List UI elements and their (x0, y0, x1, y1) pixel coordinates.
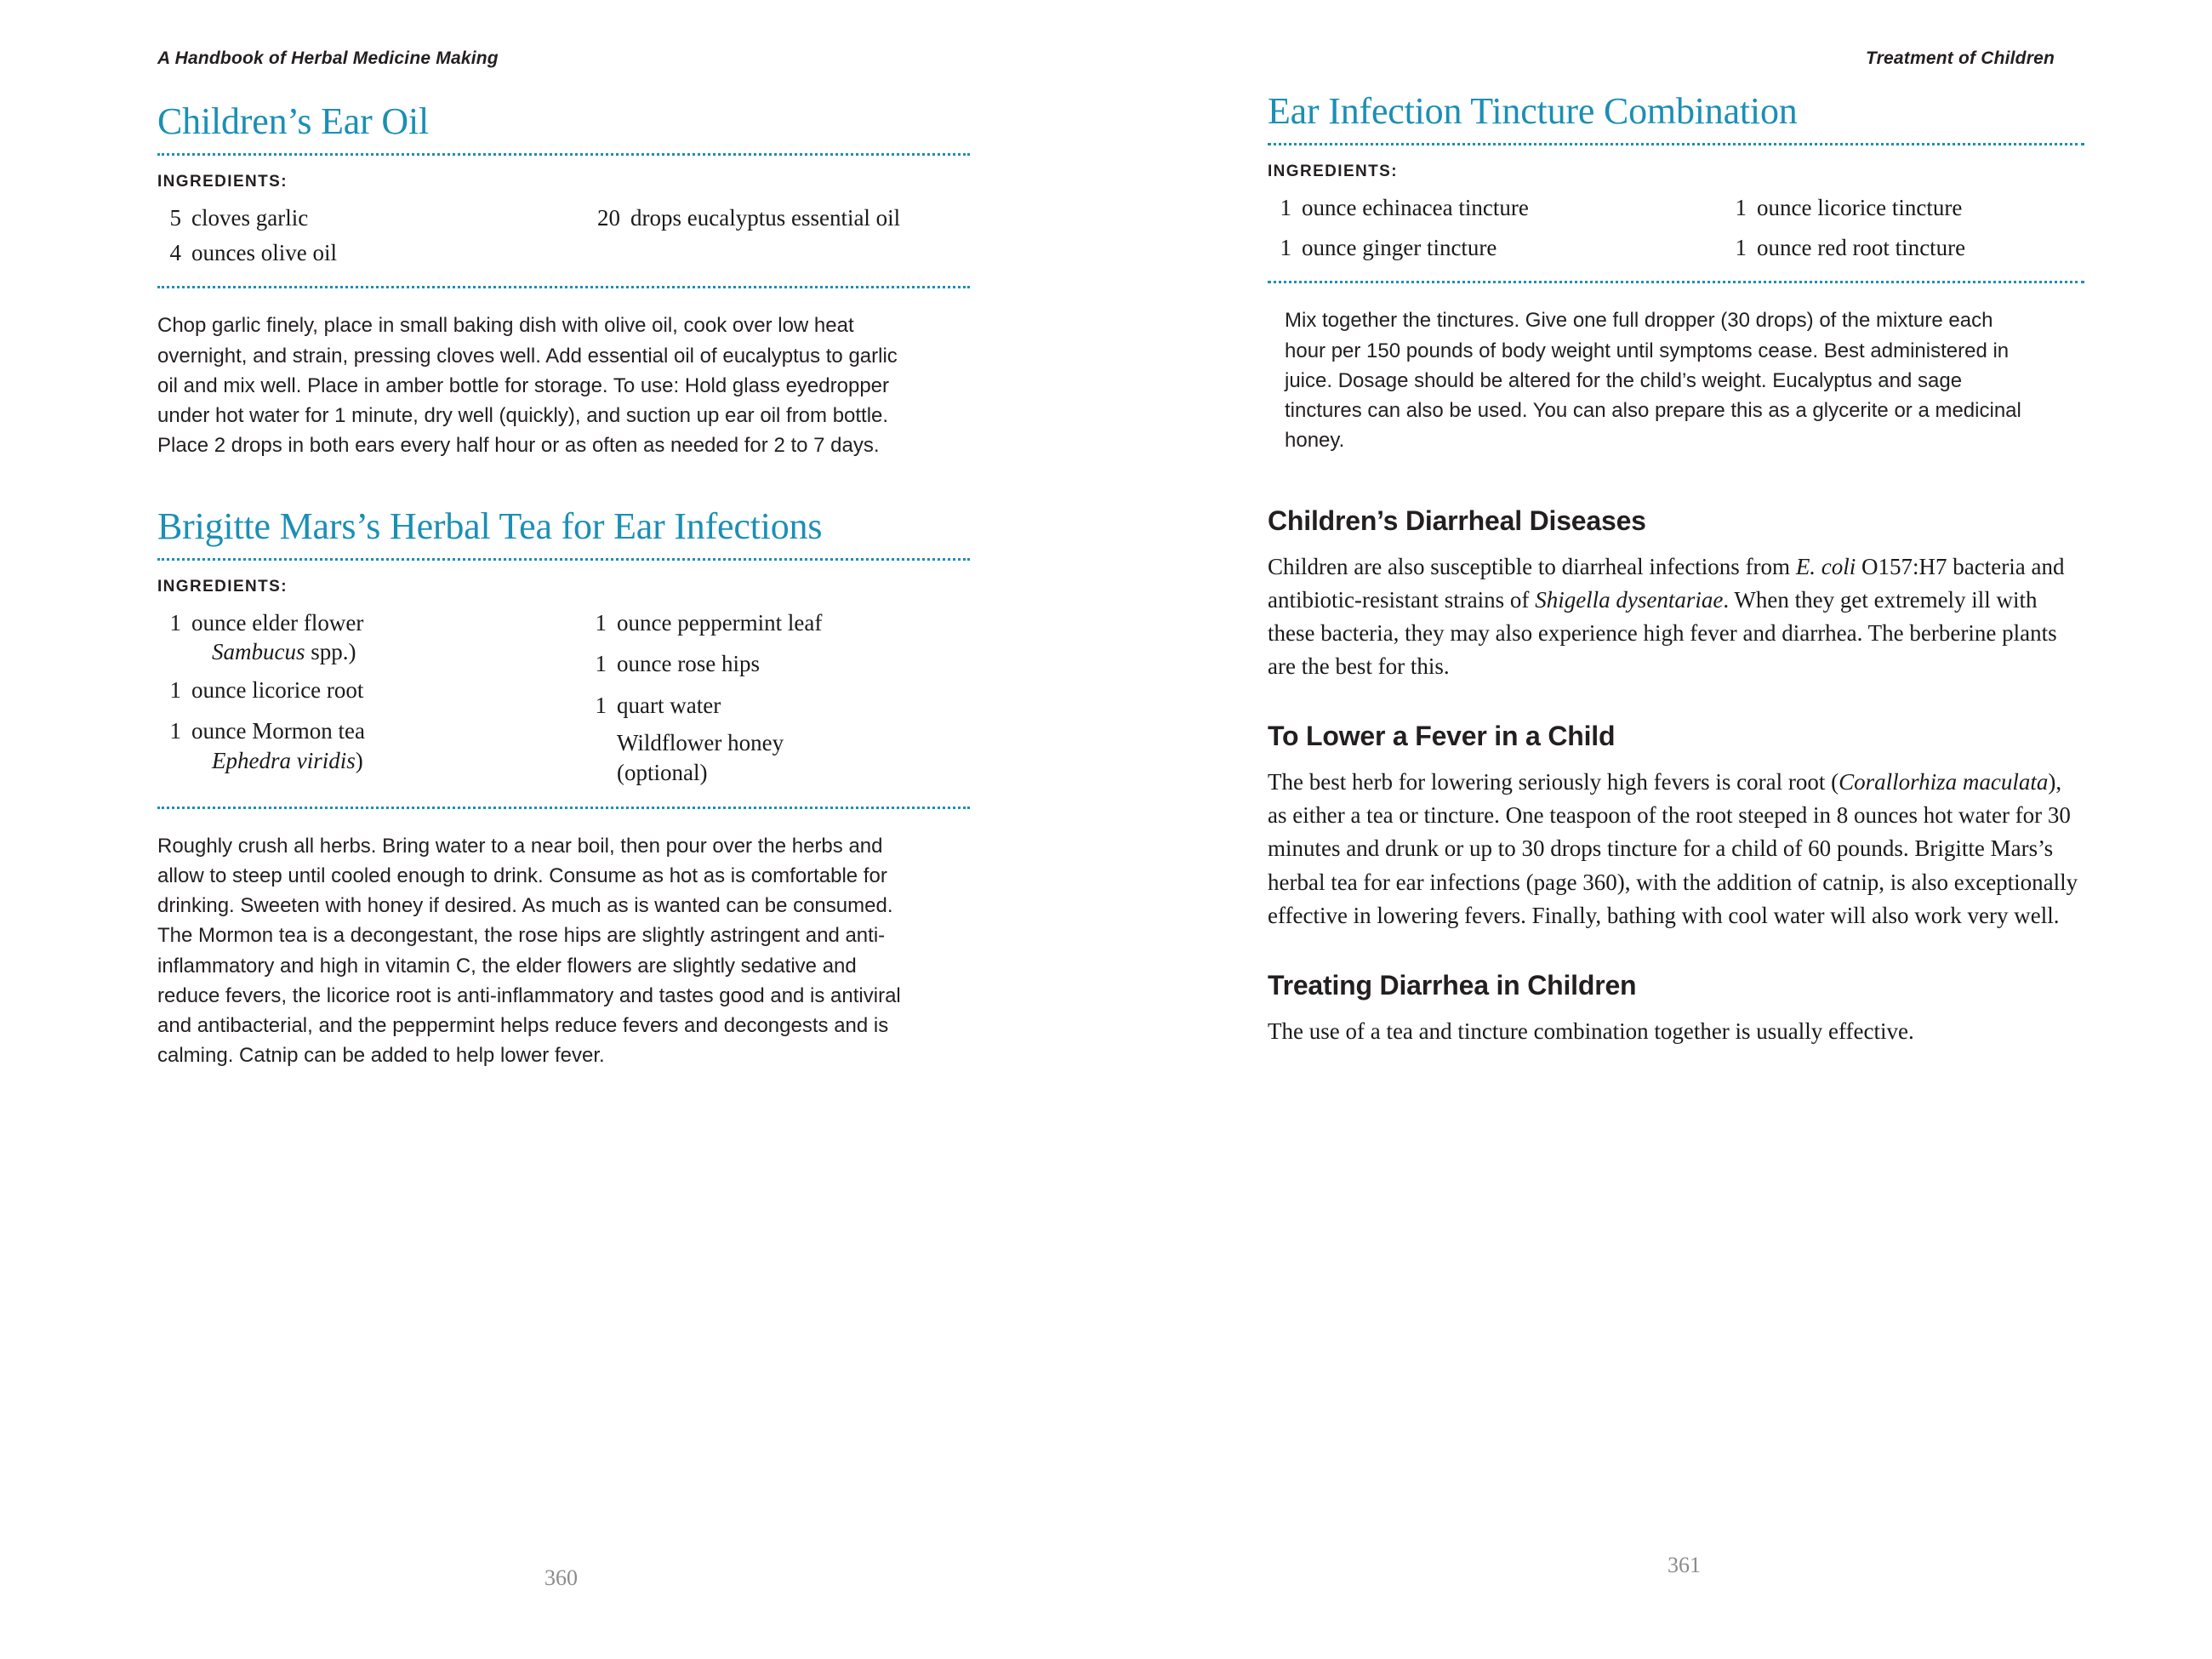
ingredient-item (1268, 193, 1723, 223)
ingredient-item (1723, 233, 2084, 263)
running-head-right: Treatment of Children (1865, 48, 2055, 68)
section-paragraph: The best herb for lowering seriously high fevers is coral root (Corallorhiza maculata), as either a tea or tincture. One teaspoon of the root steeped in 8 ounces hot water for 30 minutes and drunk or up to 30 drops tincture for a child of 60 pounds. Brigitte Mars’s herbal tea for ear infections (page 360), with the addition of catnip, is also exceptionally effective in lowering fevers. Finally, bathing with cool water will also work very well. (1268, 769, 2078, 928)
ingredients-column-1 (1268, 193, 1723, 267)
ingredient-item (157, 238, 583, 268)
title-rule (157, 153, 970, 156)
ingredients-rule (1268, 281, 2084, 283)
ingredient-text: ounce ginger tincture (1302, 234, 1497, 260)
ingredient-text: Wildflower honey (optional) (617, 730, 784, 785)
title-rule (1268, 143, 2084, 145)
ingredient-text: ounce elder flower (191, 609, 364, 636)
ingredient-text: ounce red root tincture (1757, 234, 1966, 260)
ingredients-grid (157, 608, 970, 793)
ingredient-quantity (583, 728, 617, 787)
ingredient-text: ounce licorice root (191, 676, 364, 703)
ingredient-text: ounce licorice tincture (1757, 195, 1963, 221)
ingredients-grid (1268, 193, 2084, 267)
ingredient-item (157, 676, 583, 705)
ingredient-text: ounce peppermint leaf (617, 609, 823, 636)
ingredient-quantity: 1 (1280, 195, 1291, 221)
section-childrens-diarrheal-diseases (1268, 505, 2084, 684)
ingredient-item (583, 608, 970, 638)
recipe-instructions: Chop garlic finely, place in small baking dish with olive oil, cook over low heat overnight, and strain, pressing cloves well. Add essential oil of eucalyptus to garlic oil and mix well. Place in amber bottle for storage. To use: Hold glass eyedropper under hot water for 1 minute, dry well (quickly), and suction up ear oil from bottle. Place 2 drops in both ears every half hour or as often as needed for 2 to 7 days. (157, 314, 898, 458)
ingredient-quantity-spacer (178, 637, 212, 667)
ingredient-quantity: 1 (1735, 234, 1747, 260)
ingredient-quantity: 1 (169, 718, 181, 744)
ingredients-label: INGREDIENTS: (157, 577, 288, 596)
ingredients-column-2 (583, 608, 970, 793)
ingredients-grid (157, 203, 970, 272)
section-to-lower-a-fever-in-a-child (1268, 721, 2084, 932)
ingredients-label: INGREDIENTS: (157, 173, 288, 191)
ingredient-quantity: 1 (169, 609, 181, 636)
recipe-title: Brigitte Mars’s Herbal Tea for Ear Infections (157, 505, 823, 547)
recipe-instructions: Mix together the tinctures. Give one full dropper (30 drops) of the mixture each hour per 150 pounds of body weight until symptoms cease. Best administered in juice. Dosage should be altered for the child’s weight. Eucalyptus and sage tinctures can also be used. You can also prepare this as a glycerite or a medicinal honey. (1285, 309, 2021, 453)
ingredient-quantity: 20 (597, 205, 620, 231)
ingredient-text: quart water (617, 692, 721, 718)
ingredients-label: INGREDIENTS: (1268, 162, 1398, 181)
ingredient-item (583, 728, 970, 787)
right-page-column (1268, 92, 2084, 1048)
ingredient-text: ounce rose hips (617, 651, 760, 677)
ingredient-quantity: 1 (595, 651, 607, 677)
ingredient-text: ounce Mormon tea (191, 718, 365, 744)
ingredients-column-2 (583, 203, 970, 272)
ingredient-quantity: 1 (169, 676, 181, 703)
ingredient-quantity: 1 (595, 609, 607, 636)
page-number-left: 360 (544, 1565, 578, 1590)
ingredient-quantity: 1 (595, 692, 607, 718)
ingredient-quantity: 5 (169, 205, 181, 231)
ingredient-item (583, 691, 970, 721)
recipe-title: Ear Infection Tincture Combination (1268, 90, 1798, 132)
right-page (1106, 0, 2212, 1659)
ingredient-latin-name (157, 746, 583, 776)
ingredient-subtext: Ephedra viridis) (212, 747, 363, 773)
ingredient-item (583, 649, 970, 679)
ingredients-column-1 (157, 608, 583, 793)
title-rule (157, 558, 970, 561)
ingredient-text: ounce echinacea tincture (1302, 195, 1529, 221)
section-paragraph: The use of a tea and tincture combination together is usually effective. (1268, 1018, 1914, 1044)
ingredients-rule (157, 807, 970, 809)
ingredient-item (1723, 193, 2084, 223)
recipe-title: Children’s Ear Oil (157, 100, 430, 142)
ingredient-item (157, 716, 583, 775)
recipe-childrens-ear-oil (157, 102, 970, 461)
ingredient-quantity: 1 (1735, 195, 1747, 221)
ingredient-item (157, 203, 583, 233)
section-treating-diarrhea-in-children (1268, 970, 2084, 1048)
ingredient-quantity: 4 (169, 239, 181, 265)
ingredient-text: ounces olive oil (191, 239, 337, 265)
ingredient-text: drops eucalyptus essential oil (630, 205, 901, 231)
section-heading: Children’s Diarrheal Diseases (1268, 505, 1646, 536)
ingredient-item (157, 608, 583, 667)
ingredients-rule (157, 286, 970, 288)
left-page-column (157, 102, 970, 1071)
ingredient-item (583, 203, 970, 233)
section-paragraph: Children are also susceptible to diarrheal infections from E. coli O157:H7 bacteria and antibiotic-resistant strains of Shigella dysentariae. When they get extremely ill with these bacteria, they may also experience high fever and diarrhea. The berberine plants are the best for this. (1268, 553, 2065, 680)
recipe-ear-infection-tincture-combination (1268, 92, 2084, 456)
recipe-brigitte-mars-herbal-tea (157, 507, 970, 1071)
ingredient-quantity: 1 (1280, 234, 1291, 260)
page-number-right: 361 (1668, 1553, 1701, 1577)
ingredient-item (1268, 233, 1723, 263)
ingredient-subtext: Sambucus spp.) (212, 639, 356, 665)
ingredient-text: cloves garlic (191, 205, 309, 231)
running-head-left: A Handbook of Herbal Medicine Making (157, 48, 499, 68)
section-heading: Treating Diarrhea in Children (1268, 969, 1637, 1001)
ingredients-column-1 (157, 203, 583, 272)
ingredient-latin-name (157, 637, 583, 667)
recipe-instructions: Roughly crush all herbs. Bring water to a near boil, then pour over the herbs and allow to steep until cooled enough to drink. Consume as hot as is comfortable for drinking. Sweeten with honey if desired. As much as is wanted can be consumed. The Mormon tea is a decongestant, the rose hips are slightly astringent and anti-inflammatory and high in vitamin C, the elder flowers are slightly sedative and reduce fevers, the licorice root is anti-inflammatory and tastes good and is antiviral and antibacterial, and the peppermint helps reduce fevers and decongests and is calming. Catnip can be added to help lower fever. (157, 834, 901, 1068)
ingredients-column-2 (1723, 193, 2084, 267)
section-heading: To Lower a Fever in a Child (1268, 721, 1616, 752)
ingredient-quantity-spacer (178, 746, 212, 776)
